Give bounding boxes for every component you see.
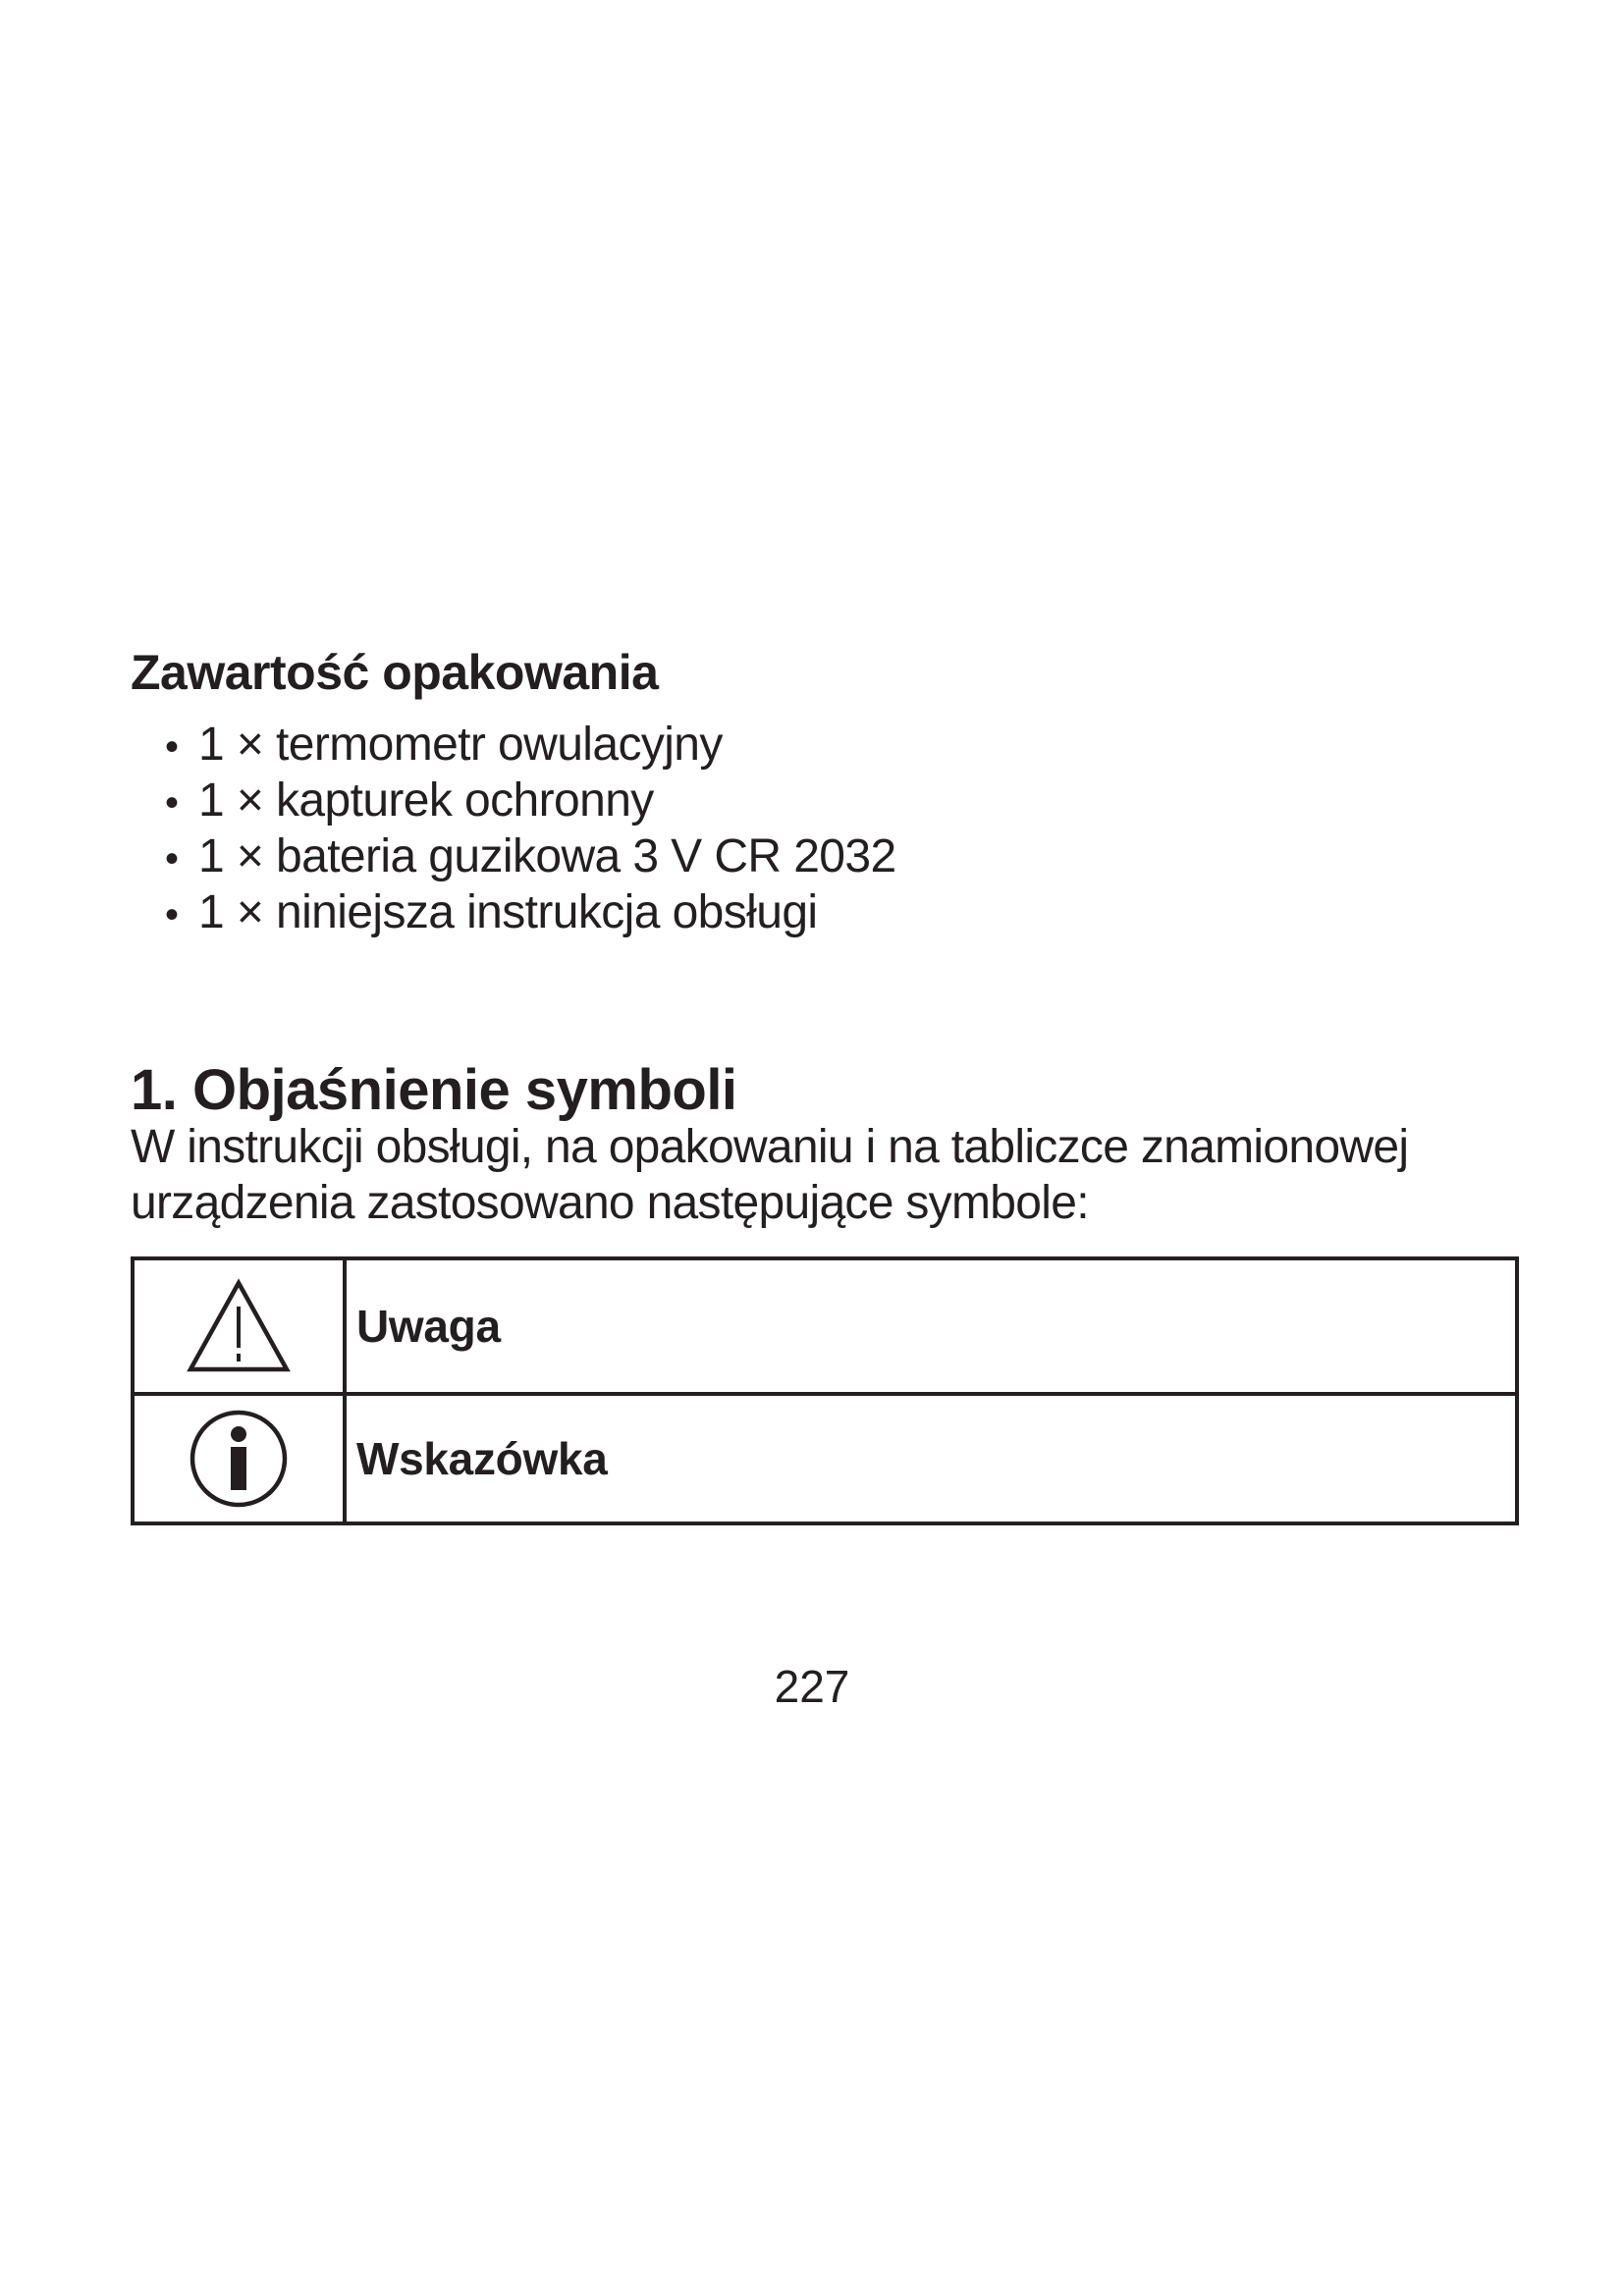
bullet-icon: • xyxy=(165,837,179,881)
list-item xyxy=(165,828,896,884)
symbols-section-heading: 1. Objaśnienie symboli xyxy=(131,1058,737,1122)
list-item xyxy=(165,773,896,828)
info-circle-icon xyxy=(188,1408,290,1510)
symbol-label: Uwaga xyxy=(345,1258,1517,1394)
table-row xyxy=(133,1258,1517,1394)
symbol-cell xyxy=(133,1258,345,1394)
warning-triangle-icon xyxy=(185,1277,293,1375)
page-number: 227 xyxy=(774,1661,850,1712)
list-item-text: 1 × termometr owulacyjny xyxy=(198,719,723,771)
package-contents-list xyxy=(165,717,896,940)
symbols-intro-text: W instrukcji obsługi, na opakowaniu i na tabliczce znamionowej urządzenia zastosowano następujące symbole: xyxy=(131,1121,1409,1229)
bullet-icon: • xyxy=(165,781,179,825)
list-item-text: 1 × kapturek ochronny xyxy=(198,774,654,827)
list-item-text: 1 × niniejsza instrukcja obsługi xyxy=(198,886,818,938)
list-item xyxy=(165,717,896,773)
symbols-table xyxy=(131,1256,1519,1525)
list-item-text: 1 × bateria guzikowa 3 V CR 2032 xyxy=(198,830,896,882)
bullet-icon: • xyxy=(165,893,179,936)
symbol-label: Wskazówka xyxy=(345,1394,1517,1523)
symbol-cell xyxy=(133,1394,345,1523)
list-item xyxy=(165,884,896,940)
bullet-icon: • xyxy=(165,725,179,769)
table-row xyxy=(133,1394,1517,1523)
package-contents-heading: Zawartość opakowania xyxy=(131,645,659,700)
